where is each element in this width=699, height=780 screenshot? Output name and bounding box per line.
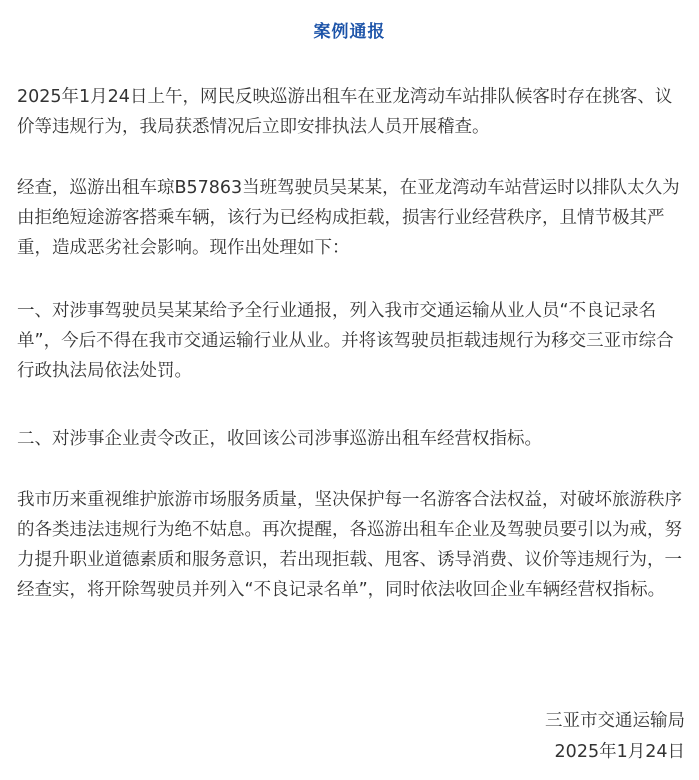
paragraph-incident: 2025年1月24日上午，网民反映巡游出租车在亚龙湾动车站排队候客时存在挑客、议价等违规行为，我局获悉情况后立即安排执法人员开展稽查。	[17, 87, 673, 137]
notice-title: 案例通报	[313, 22, 386, 42]
paragraph-penalty-company: 二、对涉事企业责令改正，收回该公司涉事巡游出租车经营权指标。	[17, 429, 542, 449]
paragraph-reminder: 我市历来重视维护旅游市场服务质量，坚决保护每一名游客合法权益，对破坏旅游秩序的各类违法违规行为绝不姑息。再次提醒，各巡游出租车企业及驾驶员要引以为戒，努力提升职业道德素质和服务意识，若出现拒载、甩客、诱导消费、议价等违规行为，一经查实，将开除驾驶员并列入“不良记录名单”，同时依法收回企业车辆经营权指标。	[17, 490, 682, 600]
paragraph-findings: 经查，巡游出租车琼B57863当班驾驶员吴某某，在亚龙湾动车站营运时以排队太久为由拒绝短途游客搭乘车辆，该行为已经构成拒载，损害行业经营秩序，且情节极其严重，造成恶劣社会影响。现作出处理如下：	[17, 178, 680, 258]
signature-date: 2025年1月24日	[554, 742, 685, 762]
signature-issuer: 三亚市交通运输局	[545, 711, 685, 731]
paragraph-penalty-driver: 一、对涉事驾驶员吴某某给予全行业通报，列入我市交通运输从业人员“不良记录名单”，今后不得在我市交通运输行业从业。并将该驾驶员拒载违规行为移交三亚市综合行政执法局依法处罚。	[17, 301, 674, 381]
